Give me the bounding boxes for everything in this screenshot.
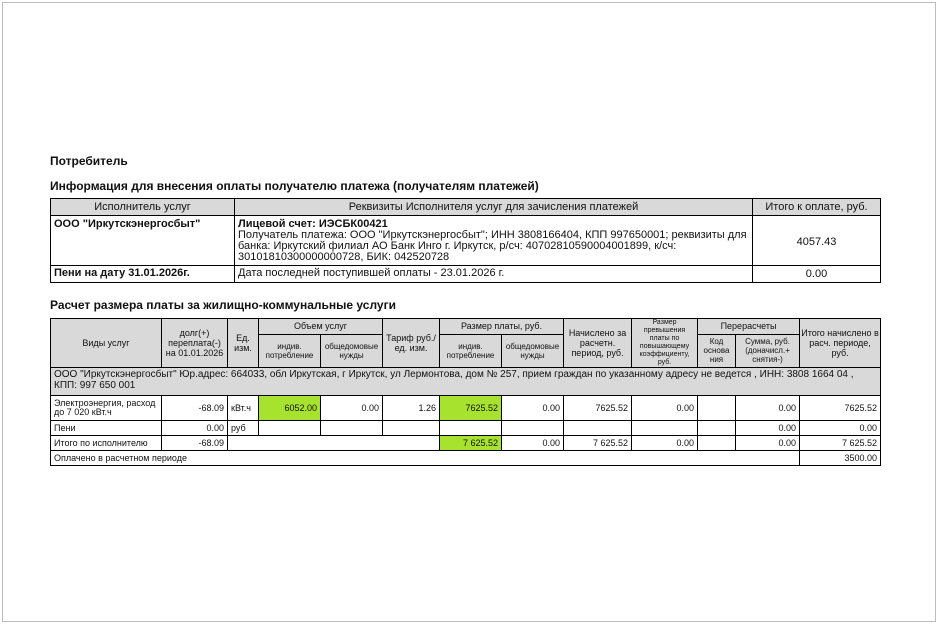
tariff-value: 1.26 bbox=[383, 396, 440, 421]
charged-value: 7 625.52 bbox=[564, 436, 632, 451]
payment-row-penalty bbox=[51, 266, 881, 283]
excess-header: Размер превышения платы по повышающему коэффициенту, руб. bbox=[632, 319, 698, 368]
empty-cell bbox=[698, 421, 736, 436]
empty-cell bbox=[383, 421, 440, 436]
total-due-header: Итого к оплате, руб. bbox=[753, 199, 881, 216]
payment-row-provider bbox=[51, 216, 881, 266]
amount-ind-header: индив. потребление bbox=[440, 334, 502, 367]
empty-cell bbox=[632, 421, 698, 436]
details-header: Реквизиты Исполнителя услуг для зачисления платежей bbox=[235, 199, 753, 216]
unit-value: кВт.ч bbox=[228, 396, 259, 421]
amount-ind-value: 7625.52 bbox=[440, 396, 502, 421]
volume-common-header: общедомовые нужды bbox=[321, 334, 383, 367]
empty-cell bbox=[440, 421, 502, 436]
empty-cell bbox=[698, 436, 736, 451]
provider-name: ООО "Иркутскэнергосбыт" bbox=[51, 216, 235, 266]
bank-details bbox=[235, 216, 753, 266]
provider-header: Исполнитель услуг bbox=[51, 199, 235, 216]
volume-ind-value: 6052.00 bbox=[259, 396, 321, 421]
recalc-code-value bbox=[698, 396, 736, 421]
calc-header-row-1 bbox=[51, 319, 881, 335]
recalc-sum-value: 0.00 bbox=[736, 421, 800, 436]
service-header: Виды услуг bbox=[51, 319, 162, 368]
empty-cell bbox=[228, 436, 440, 451]
debt-value: -68.09 bbox=[162, 396, 228, 421]
unit-header: Ед. изм. bbox=[228, 319, 259, 368]
debt-value: -68.09 bbox=[162, 436, 228, 451]
total-value: 0.00 bbox=[800, 421, 881, 436]
amount-common-header: общедомовые нужды bbox=[502, 334, 564, 367]
recalc-sum-value: 0.00 bbox=[736, 396, 800, 421]
provider-info-row bbox=[51, 368, 881, 396]
total-value: 7 625.52 bbox=[800, 436, 881, 451]
excess-value: 0.00 bbox=[632, 436, 698, 451]
recalc-sum-value: 0.00 bbox=[736, 436, 800, 451]
service-name: Пени bbox=[51, 421, 162, 436]
paid-amount: 3500.00 bbox=[800, 451, 881, 466]
service-name: Электроэнергия, расход до 7 020 кВт.ч bbox=[51, 396, 162, 421]
paid-label: Оплачено в расчетном периоде bbox=[51, 451, 800, 466]
unit-value: руб bbox=[228, 421, 259, 436]
total-header: Итого начислено в расч. периоде, руб. bbox=[800, 319, 881, 368]
volume-header: Объем услуг bbox=[259, 319, 383, 335]
last-payment-date: Дата последней поступившей оплаты - 23.01.2026 г. bbox=[235, 266, 753, 283]
recipient-details: Получатель платежа: ООО "Иркутскэнергосбыт"; ИНН 3808166404, КПП 997650001; реквизиты для банка: Иркутский филиал АО Банк Инго г. Иркутск, р/сч: 40702810590004001899, к/сч: 30101810300000000728, БИК: 042520728 bbox=[238, 229, 747, 263]
table-row-penalty bbox=[51, 421, 881, 436]
penalty-date: Пени на дату 31.01.2026г. bbox=[51, 266, 235, 283]
empty-cell bbox=[502, 421, 564, 436]
service-name: Итого по исполнителю bbox=[51, 436, 162, 451]
consumer-heading: Потребитель bbox=[50, 154, 128, 168]
empty-cell bbox=[321, 421, 383, 436]
empty-cell bbox=[564, 421, 632, 436]
penalty-amount: 0.00 bbox=[753, 266, 881, 283]
debt-value: 0.00 bbox=[162, 421, 228, 436]
account-number: Лицевой счет: ИЭСБК00421 bbox=[238, 218, 388, 230]
payment-table-header bbox=[51, 199, 881, 216]
amount-common-value: 0.00 bbox=[502, 436, 564, 451]
volume-common-value: 0.00 bbox=[321, 396, 383, 421]
recalc-header: Перерасчеты bbox=[698, 319, 800, 335]
amount-common-value: 0.00 bbox=[502, 396, 564, 421]
table-row-provider-total bbox=[51, 436, 881, 451]
total-value: 7625.52 bbox=[800, 396, 881, 421]
charged-header: Начислено за расчетн. период, руб. bbox=[564, 319, 632, 368]
excess-value: 0.00 bbox=[632, 396, 698, 421]
empty-cell bbox=[259, 421, 321, 436]
calculation-table bbox=[50, 318, 881, 466]
table-row-electricity bbox=[51, 396, 881, 421]
calculation-heading: Расчет размера платы за жилищно-коммунальные услуги bbox=[50, 298, 396, 312]
page-frame bbox=[2, 2, 936, 622]
recalc-code-header: Код основа ния bbox=[698, 334, 736, 367]
payment-info-heading: Информация для внесения оплаты получателю платежа (получателям платежей) bbox=[50, 179, 539, 193]
debt-header: долг(+) переплата(-) на 01.01.2026 bbox=[162, 319, 228, 368]
table-row-paid bbox=[51, 451, 881, 466]
recalc-sum-header: Сумма, руб. (доначисл.+ снятия-) bbox=[736, 334, 800, 367]
total-due-amount: 4057.43 bbox=[753, 216, 881, 266]
charged-value: 7625.52 bbox=[564, 396, 632, 421]
tariff-header: Тариф руб./ед. изм. bbox=[383, 319, 440, 368]
provider-info: ООО "Иркутскэнергосбыт" Юр.адрес: 664033, обл Иркутская, г Иркутск, ул Лермонтова, дом № 257, прием граждан по указанному адресу не ведется , ИНН: 3808 1664 04 , КПП: 997 650 001 bbox=[51, 368, 881, 396]
volume-ind-header: индив. потребление bbox=[259, 334, 321, 367]
payment-table bbox=[50, 198, 881, 283]
amount-header: Размер платы, руб. bbox=[440, 319, 564, 335]
amount-ind-value: 7 625.52 bbox=[440, 436, 502, 451]
